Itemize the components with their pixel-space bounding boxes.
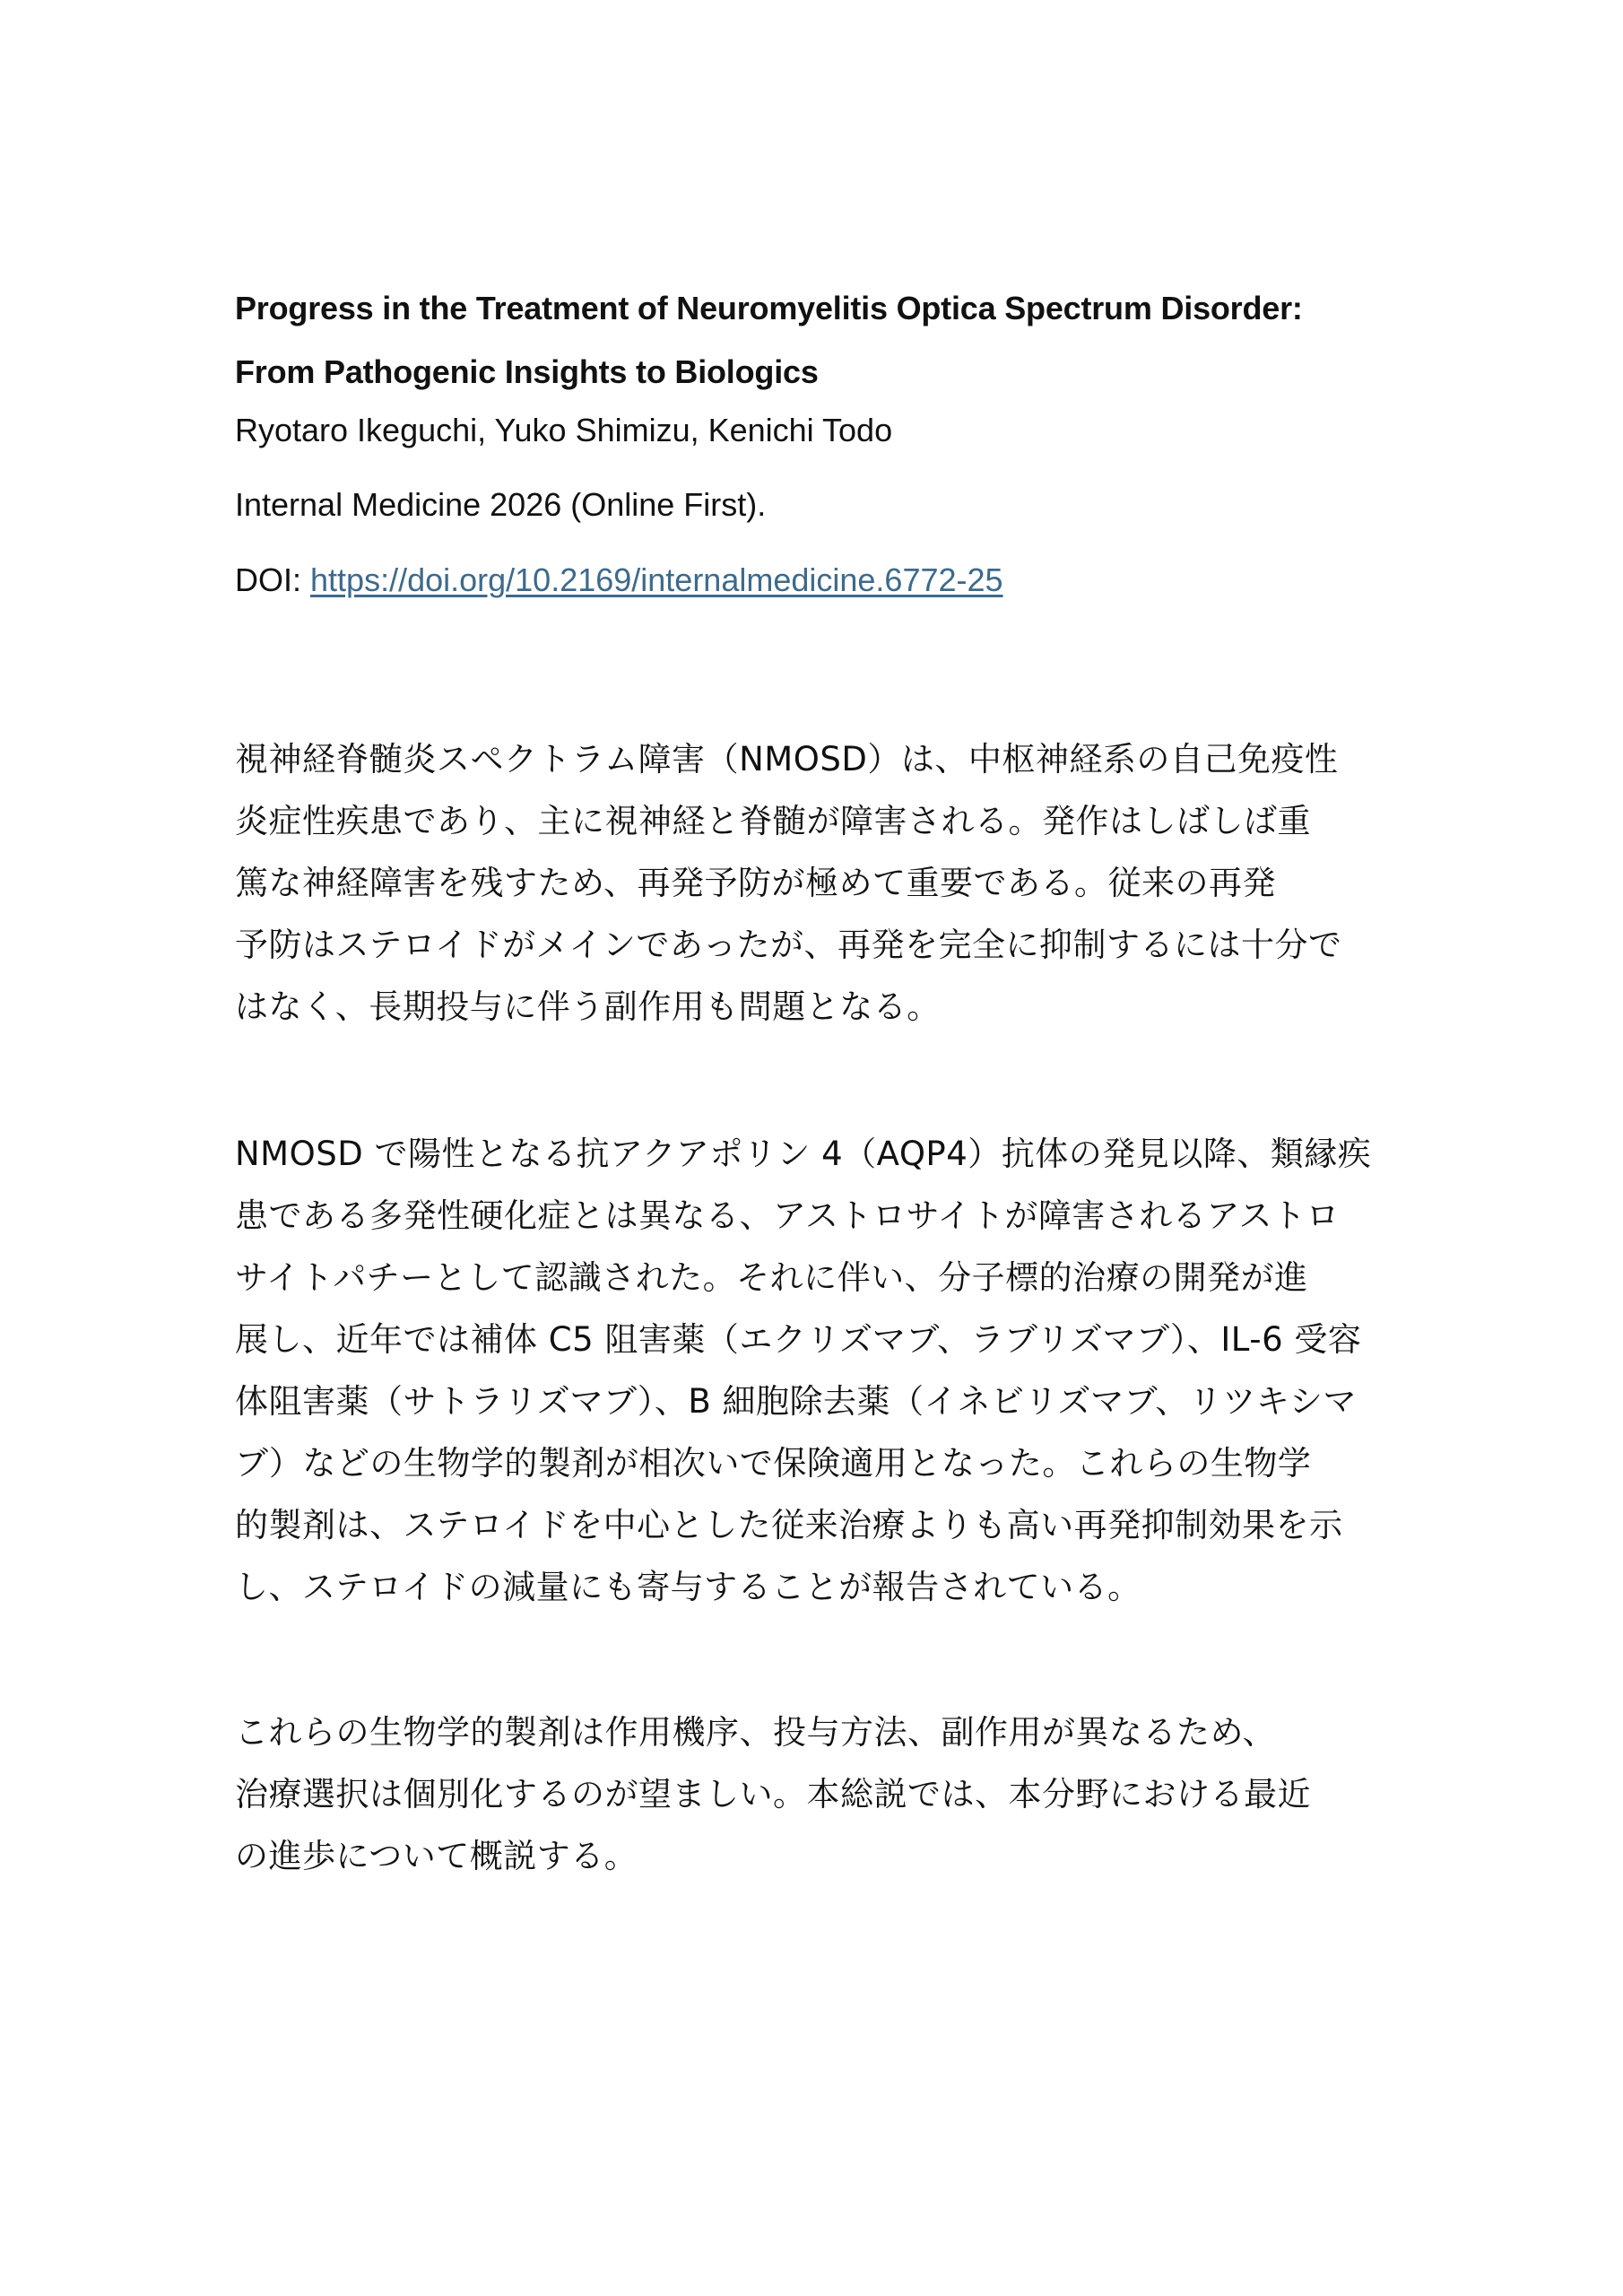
paragraph-line: 展し、近年では補体 C5 阻害薬（エクリズマブ、ラブリズマブ）、IL-6 受容 [235,1320,1362,1359]
paragraph-line: 治療選択は個別化するのが望ましい。本総説では、本分野における最近 [235,1775,1311,1813]
paragraph-line: 的製剤は、ステロイドを中心とした従来治療よりも高い再発抑制効果を示 [235,1506,1343,1544]
paragraph-line: 篤な神経障害を残すため、再発予防が極めて重要である。従来の再発 [235,864,1277,902]
author-list: Ryotaro Ikeguchi, Yuko Shimizu, Kenichi Todo [235,412,893,448]
paragraph-line: ブ）などの生物学的製剤が相次いで保険適用となった。これらの生物学 [235,1444,1312,1483]
abstract-paragraph-3 [235,1701,1401,1887]
doi-line [235,558,1003,603]
journal-citation: Internal Medicine 2026 (Online First). [235,486,767,523]
paragraph-line: の進歩について概説する。 [235,1837,638,1875]
paragraph-line: 炎症性疾患であり、主に視神経と脊髄が障害される。発作はしばしば重 [235,802,1311,840]
paper-title-line-2: From Pathogenic Insights to Biologics [235,353,819,390]
paper-title [235,276,1401,404]
doi-link[interactable]: https://doi.org/10.2169/internalmedicine.6772-25 [310,561,1003,598]
paragraph-line: これらの生物学的製剤は作用機序、投与方法、副作用が異なるため、 [235,1713,1277,1752]
abstract-paragraph-2 [235,1123,1401,1618]
paragraph-line: 視神経脊髄炎スペクトラム障害（NMOSD）は、中枢神経系の自己免疫性 [235,740,1339,778]
paragraph-line: 体阻害薬（サトラリズマブ）、B 細胞除去薬（イネビリズマブ、リツキシマ [235,1382,1357,1421]
paper-title-line-1: Progress in the Treatment of Neuromyelitis Optica Spectrum Disorder: [235,290,1303,326]
paragraph-line: はなく、長期投与に伴う副作用も問題となる。 [235,987,941,1026]
paragraph-line: 患である多発性硬化症とは異なる、アストロサイトが障害されるアストロ [235,1196,1340,1235]
paragraph-line: し、ステロイドの減量にも寄与することが報告されている。 [235,1568,1141,1606]
paragraph-line: NMOSD で陽性となる抗アクアポリン 4（AQP4）抗体の発見以降、類縁疾 [235,1135,1372,1173]
paragraph-line: 予防はステロイドがメインであったが、再発を完全に抑制するには十分で [235,926,1342,964]
abstract-paragraph-1 [235,728,1401,1038]
paragraph-line: サイトパチーとして認識された。それに伴い、分子標的治療の開発が進 [235,1258,1308,1297]
doi-label: DOI: [235,561,311,598]
